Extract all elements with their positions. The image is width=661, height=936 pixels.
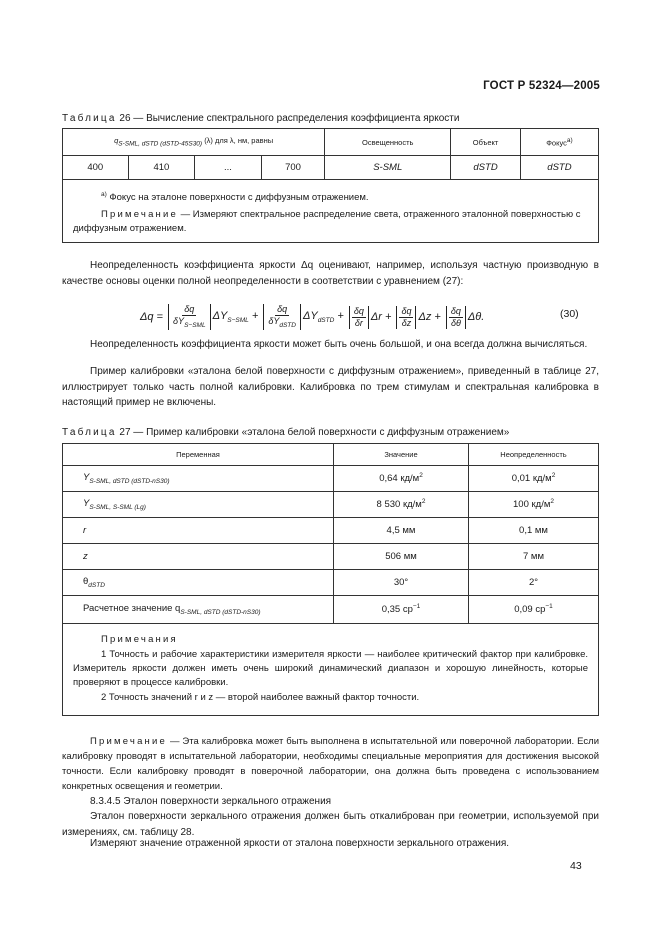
t27-uncertainty: 0,1 мм xyxy=(469,518,599,544)
t27-value: 8 530 $кд/м^2$ xyxy=(334,492,469,518)
t26-footnote: $^{а)}$ Фокус на эталоне поверхности с диффузным отражением. xyxy=(101,191,369,204)
table-row xyxy=(63,492,599,518)
paragraph-example: Пример калибровки «эталона белой поверхности с диффузным отражением», приведенный в таблице 27, иллюстрирует только часть полной калибровки. Калибровка по трем стимулам и спектральная калибровка в настоящий пример не включены. xyxy=(62,366,599,408)
t27-value: 0,35 $ср^{-1}$ xyxy=(334,596,469,624)
t27-value: 30° xyxy=(334,570,469,596)
t26-cell: ... xyxy=(195,156,262,180)
t27-uncertainty: 2° xyxy=(469,570,599,596)
paragraph-note-calibration: Примечание — Эта калибровка может быть выполнена в испытательной или поверочной лаборатории. Если калибровку проводят в испытательной лаборатории, необходимы специальные мероприятия для достижения высокой точности. Если калибровку проводят в поверочной лаборатории, она должна быть проведена с использованием конкретных освещения и геометрии. xyxy=(62,736,599,792)
t27-notes-label: Примечания xyxy=(101,634,178,645)
t27-uncertainty: 0,09 $ср^{-1}$ xyxy=(469,596,599,624)
t27-header-value: Значение xyxy=(334,444,469,466)
t26-cell: dSTD xyxy=(451,156,521,180)
t27-variable: z xyxy=(63,544,334,570)
t26-notes xyxy=(63,180,599,243)
paragraph-specular-calibration: Эталон поверхности зеркального отражения должен быть откалиброван при геометрии, используемой при измерениях, см. таблицу 28. xyxy=(62,811,599,838)
t27-variable: $\theta_{dSTD}$ xyxy=(63,570,334,596)
t26-header-focus: Фокус$^{а)}$ xyxy=(520,129,598,156)
table-row xyxy=(63,570,599,596)
t27-variable: $Y_{S-SML, dSTD (dSTD-nS30)}$ xyxy=(63,466,334,492)
t27-uncertainty: 7 мм xyxy=(469,544,599,570)
table-row xyxy=(63,544,599,570)
table-27 xyxy=(62,443,599,716)
section-heading-8-3-4-5: 8.3.4.5 Эталон поверхности зеркального отражения xyxy=(90,796,332,807)
table27-caption-label: Таблица xyxy=(62,427,117,438)
page-number: 43 xyxy=(570,860,582,872)
paragraph-measure: Измеряют значение отраженной яркости от эталона поверхности зеркального отражения. xyxy=(90,838,510,849)
t27-note-1: 1 Точность и рабочие характеристики измерителя яркости — наиболее критический фактор при калибровке. Измеритель яркости должен иметь очень широкий динамический диапазон и хорошую линейность, которые проверяют в процессе калибровки. xyxy=(73,649,588,688)
table-row xyxy=(63,518,599,544)
t27-header-uncertainty: Неопределенность xyxy=(469,444,599,466)
t26-cell: dSTD xyxy=(520,156,598,180)
table-row xyxy=(63,466,599,492)
document-header: ГОСТ Р 52324—2005 xyxy=(483,80,600,92)
table27-caption xyxy=(62,427,509,438)
t26-cell: 400 xyxy=(63,156,129,180)
t27-value: 0,64 $кд/м^2$ xyxy=(334,466,469,492)
t27-value: 506 мм xyxy=(334,544,469,570)
table26-caption-label: Таблица xyxy=(62,113,117,124)
t27-header-variable: Переменная xyxy=(63,444,334,466)
t27-uncertainty: 100 $кд/м^2$ xyxy=(469,492,599,518)
t26-cell: 700 xyxy=(261,156,324,180)
table27-caption-text: 27 — Пример калибровки «эталона белой поверхности с диффузным отражением» xyxy=(119,427,510,438)
paragraph-compute: Неопределенность коэффициента яркости может быть очень большой, и она всегда должна вычисляться. xyxy=(90,339,588,350)
t26-cell: 410 xyxy=(128,156,195,180)
t27-variable: Расчетное значение $q_{S-SML, dSTD (dSTD-nS30)}$ xyxy=(63,596,334,624)
t27-variable: r xyxy=(63,518,334,544)
t27-variable: $Y_{S-SML, S-SML (Lg)}$ xyxy=(63,492,334,518)
formula-30: Δq = $\frac{\delta q}{\delta Y_{S-SML}}$ $\Delta Y_{S-SML}$ + $\frac{\delta q}{\delta Y_{dSTD}}$ $\Delta Y_{dSTD}$ + $\frac{\delta q}{\delta r}$ Δr + $\frac{\delta q}{\delta z}$ Δz + $\frac{\delta q}{\delta\theta}$ Δθ. xyxy=(140,303,485,329)
t26-header-q: $q_{S-SML, dSTD (dSTD-45S30)}$ (λ) для λ, нм, равны xyxy=(63,129,325,156)
t27-note-2: 2 Точность значений r и z — второй наиболее важный фактор точности. xyxy=(101,692,420,703)
t27-uncertainty: 0,01 $кд/м^2$ xyxy=(469,466,599,492)
equation-number: (30) xyxy=(560,308,579,320)
t26-cell: S-SML xyxy=(325,156,451,180)
table26-caption xyxy=(62,113,459,124)
t26-note: Примечание — Измеряют спектральное распределение света, отраженного эталонной поверхностью с диффузным отражением. xyxy=(73,209,581,235)
table-26 xyxy=(62,128,599,243)
t26-header-illumination: Освещенность xyxy=(325,129,451,156)
t26-header-object: Объект xyxy=(451,129,521,156)
table-row xyxy=(63,596,599,624)
table26-caption-text: 26 — Вычисление спектрального распределения коэффициента яркости xyxy=(119,113,460,124)
t27-value: 4,5 мм xyxy=(334,518,469,544)
t27-notes xyxy=(63,624,599,716)
paragraph-uncertainty: Неопределенность коэффициента яркости Δq оценивают, например, используя частную производную в качестве основы оценки полной неопределенности в соответствии с уравнением (27): xyxy=(62,260,599,287)
